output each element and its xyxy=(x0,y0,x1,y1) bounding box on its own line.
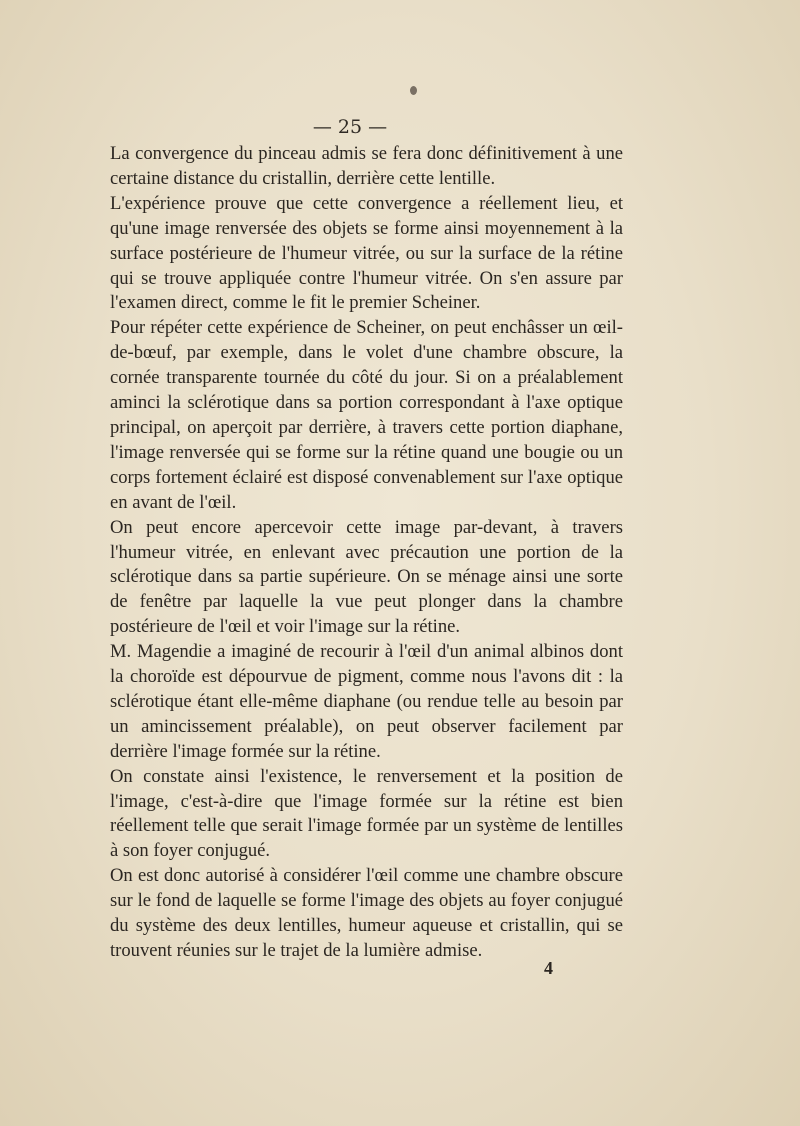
signature-mark: 4 xyxy=(544,958,553,978)
paragraph: On est donc autorisé à considérer l'œil comme une chambre obscure sur le fond de laquelle se forme l'image des objets au foyer conjugué du système des deux lentilles, humeur aqueuse et cristallin, qui se trouvent réunies sur le trajet de la lumière admise. xyxy=(110,865,623,961)
paragraph: On peut encore apercevoir cette image par-devant, à travers l'humeur vitrée, en enlevant avec précaution une portion de la sclérotique dans sa partie supérieure. On se ménage ainsi une sorte de fenêtre par laquelle la vue peut plonger dans la chambre postérieure de l'œil et voir l'image sur la rétine. xyxy=(110,516,623,638)
paragraph: M. Magendie a imaginé de recourir à l'œil d'un animal albinos dont la choroïde est dépourvue de pigment, comme nous l'avons dit : la sclérotique étant elle-même diaphane (ou rendue telle au besoin par un amincissement préalable), on peut observer facilement par derrière l'image formée sur la rétine. xyxy=(110,641,623,762)
page-number: — 25 — xyxy=(312,116,388,138)
body-text xyxy=(110,142,623,964)
paragraph: L'expérience prouve que cette convergence a réellement lieu, et qu'une image renversée des objets se forme ainsi moyennement à la surface postérieure de l'humeur vitrée, ou sur la surface de la rétine qui se trouve appliquée contre l'humeur vitrée. On s'en assure par l'examen direct, comme le fit le premier Scheiner. xyxy=(110,192,623,314)
paragraph: On constate ainsi l'existence, le renversement et la position de l'image, c'est-à-dire que l'image formée sur la rétine est bien réellement telle que serait l'image formée par un système de lentilles à son foyer conjugué. xyxy=(110,765,623,862)
paragraph: La convergence du pinceau admis se fera donc définitivement à une certaine distance du cristallin, derrière cette lentille. xyxy=(110,143,623,189)
paragraph: Pour répéter cette expérience de Scheiner, on peut enchâsser un œil-de-bœuf, par exemple, dans le volet d'une chambre obscure, la cornée transparente tournée du côté du jour. Si on a préalablement aminci la sclérotique dans sa portion correspondant à l'axe optique principal, on aperçoit par derrière, à travers cette portion diaphane, l'image renversée qui se forme sur la rétine quand une bougie ou un corps fortement éclairé est disposé convenablement sur l'axe optique en avant de l'œil. xyxy=(110,317,623,513)
ink-spot xyxy=(410,86,417,95)
